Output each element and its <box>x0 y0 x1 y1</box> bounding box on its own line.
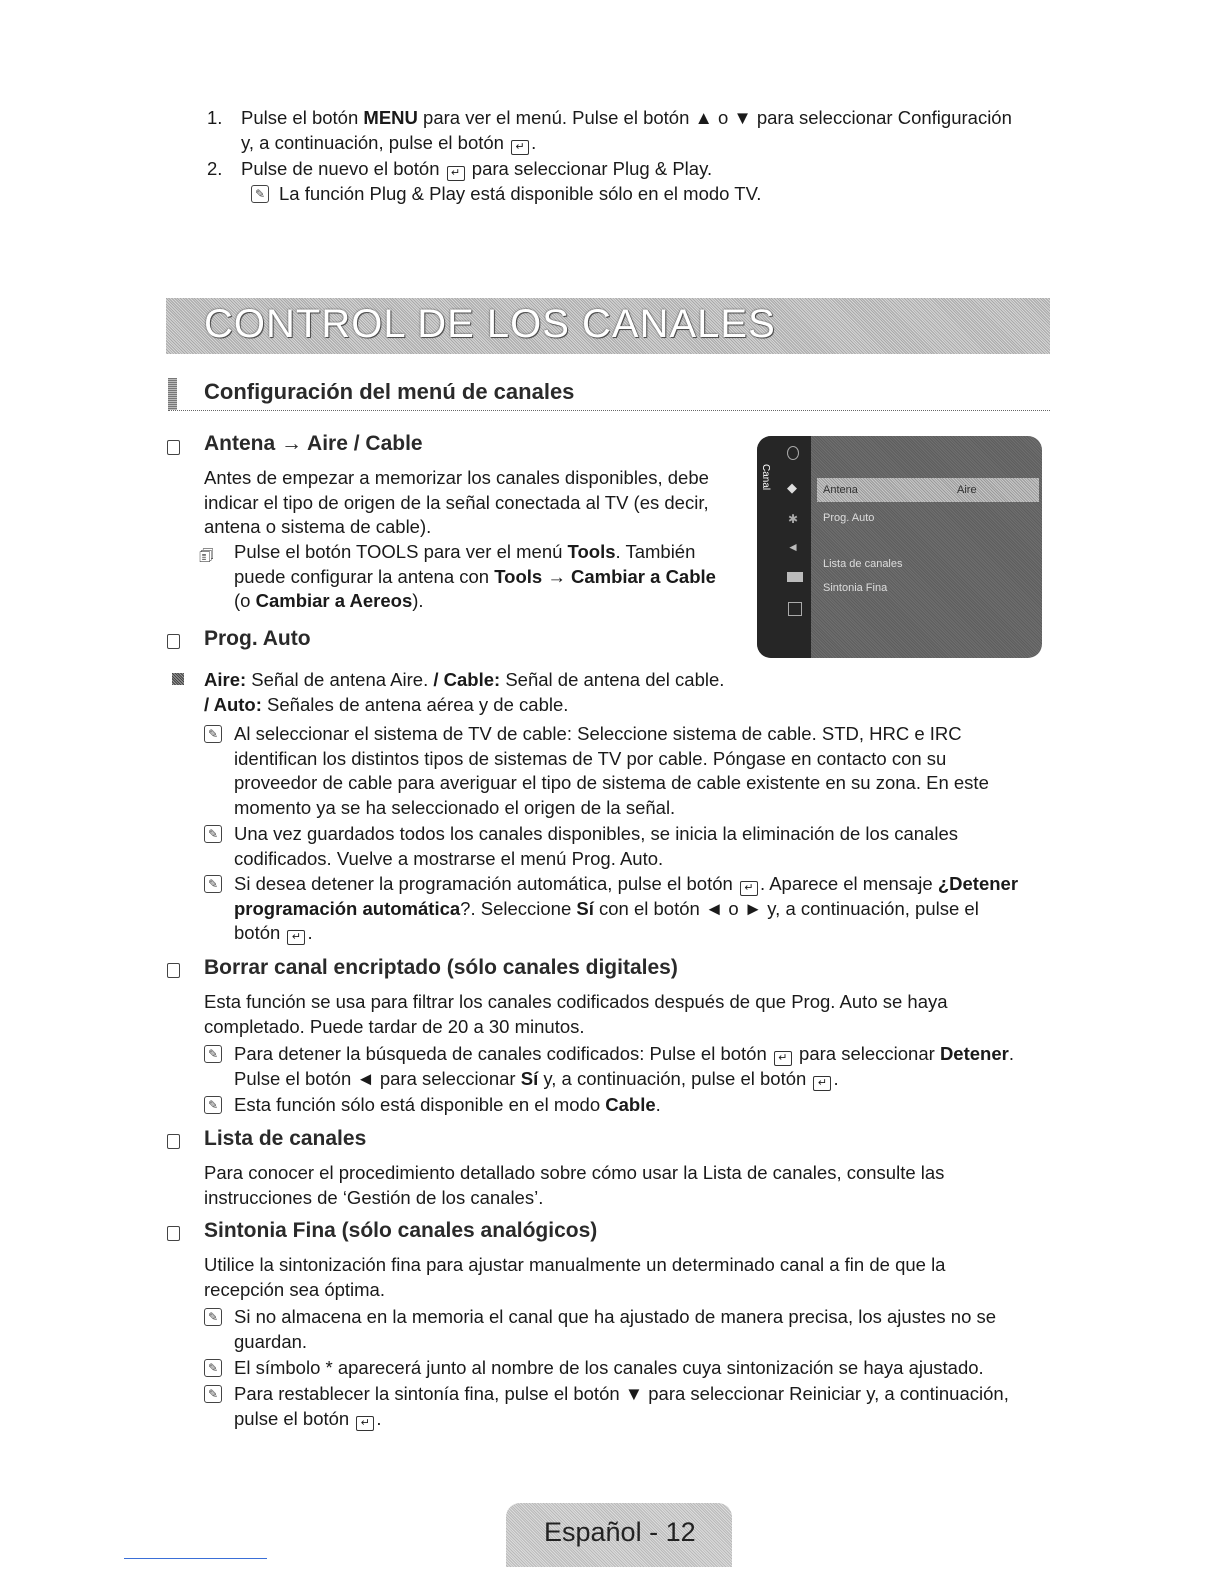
section-title: Configuración del menú de canales <box>204 379 575 404</box>
note-line: El símbolo * aparecerá junto al nombre de los canales cuya sintonización se haya ajustado. <box>234 1357 984 1378</box>
tv-menu-side-label: Canal <box>760 464 771 491</box>
note-line: Al seleccionar el sistema de TV de cable: Seleccione sistema de cable. STD, HRC e IRC <box>234 723 962 744</box>
sintonia-note-2 <box>204 1356 1084 1381</box>
tools-text: Pulse el botón TOOLS para ver el menú <box>234 541 568 562</box>
note-text: Pulse el botón ◄ para seleccionar <box>234 1067 521 1089</box>
tools-path: Tools → Cambiar a Cable <box>494 565 716 587</box>
enter-icon <box>813 1076 831 1091</box>
sintonia-body <box>204 1253 945 1302</box>
antena-tools-note <box>234 540 716 614</box>
enter-icon <box>356 1416 374 1431</box>
prog-note-3: ✎ Si desea detener la programación automática, pulse el botón ↵ . Aparece el mensaje ¿Detener programación automática?. Seleccione Sí con el botón ◄ o ► y, a continuación, pulse el botón ↵ . <box>204 872 1084 946</box>
cable-label: / Cable: <box>433 669 501 690</box>
banner-title: CONTROL DE LOS CANALES <box>204 302 776 346</box>
note-text: botón <box>234 922 281 943</box>
sintonia-line: Utilice la sintonización fina para ajustar manualmente un determinado canal a fin de que la <box>204 1254 946 1275</box>
tv-menu-sidebar-icon: ◄ <box>787 540 799 554</box>
note-icon: ✎ <box>204 725 222 743</box>
antena-line: antena o sistema de cable). <box>204 516 432 537</box>
antena-body <box>204 466 709 540</box>
note-text: y, a continuación, pulse el botón <box>538 1067 807 1089</box>
note-line: Para restablecer la sintonía fina, pulse el botón ▼ para seleccionar Reiniciar y, a continuación, <box>234 1383 1009 1404</box>
intro-steps: 1. Pulse el botón MENU para ver el menú. Pulse el botón ▲ o ▼ para seleccionar Configuración y, a continuación, pulse el botón ↵ . 2. Pulse de nuevo el botón ↵ para seleccionar Plug & Play. ✎ La función Plug & Play está disponible sólo en el modo TV. <box>207 106 1047 206</box>
note-line: Si no almacena en la memoria el canal que ha ajustado de manera precisa, los ajustes no se <box>234 1306 997 1327</box>
note-line: guardan. <box>234 1330 308 1352</box>
lista-line: Para conocer el procedimiento detallado sobre cómo usar la Lista de canales, consulte las <box>204 1162 945 1183</box>
enter-icon <box>740 881 758 896</box>
enter-icon <box>287 930 305 945</box>
note-icon: ✎ <box>204 1385 222 1403</box>
note-bold: ¿Detener <box>937 873 1019 894</box>
note-icon: ✎ <box>204 1359 222 1377</box>
tv-menu-sidebar-icon: ✱ <box>788 512 799 526</box>
auto-label: / Auto: <box>204 693 262 715</box>
note-line: codificados. Vuelve a mostrarse el menú Prog. Auto. <box>234 847 664 869</box>
step-number: 2. <box>207 158 223 179</box>
tv-menu-sidebar-icon <box>788 602 802 616</box>
borrar-note-1: ✎ Para detener la búsqueda de canales codificados: Pulse el botón ↵ para seleccionar Detener. Pulse el botón ◄ para seleccionar Sí y, a continuación, pulse el botón ↵ . <box>204 1042 1084 1091</box>
note-icon: ✎ <box>204 825 222 843</box>
tv-menu-item-antena: Antena <box>823 484 858 496</box>
step1-text-b: para ver el menú. Pulse el botón ▲ o ▼ para seleccionar Configuración <box>417 107 1012 128</box>
aire-text: Señal de antena Aire. <box>246 669 434 690</box>
page-number: Español - 12 <box>544 1517 696 1547</box>
tools-text-c: . También <box>615 541 696 562</box>
section-rule <box>168 410 1050 411</box>
note-bold: programación automática <box>234 897 461 919</box>
tv-menu-sidebar-icon: ◆ <box>787 480 797 495</box>
tv-menu-sidebar-icon <box>787 446 799 460</box>
tools-icon: 🗊 <box>199 548 214 565</box>
footer-rule <box>124 1558 267 1559</box>
note-text: para seleccionar <box>799 1043 940 1064</box>
note-icon: ✎ <box>204 1096 222 1114</box>
step1-text-c: y, a continuación, pulse el botón <box>241 131 504 153</box>
note-text: Para detener la búsqueda de canales codificados: Pulse el botón <box>234 1043 767 1064</box>
tv-menu-item-value: Aire <box>957 484 977 496</box>
tools-text-d: puede configurar la antena con <box>234 565 495 587</box>
enter-icon <box>511 140 529 155</box>
step1-text: Pulse el botón <box>241 107 364 128</box>
cable-text: Señal de antena del cable. <box>500 669 725 690</box>
tools-label: Tools <box>567 541 616 562</box>
tv-menu-screenshot <box>757 436 1042 658</box>
tools-text-h: ). <box>412 590 424 611</box>
menu-label: MENU <box>363 107 418 128</box>
note-line: proveedor de cable para averiguar el tipo de sistema de cable existente en su zona. En este <box>234 772 989 793</box>
prog-auto-heading: Prog. Auto <box>204 627 311 650</box>
note-icon: ✎ <box>204 875 222 893</box>
note-text: pulse el botón <box>234 1407 350 1429</box>
tv-menu-sidebar-icon <box>787 572 803 582</box>
tv-menu-item-sintonia: Sintonia Fina <box>823 582 888 594</box>
antena-line: indicar el tipo de origen de la señal conectada al TV (es decir, <box>204 491 709 513</box>
lista-heading: Lista de canales <box>204 1127 367 1150</box>
note-bold: Detener <box>939 1043 1009 1064</box>
antena-heading: Antena → Aire / Cable <box>204 432 423 455</box>
note-line: momento ya se ha seleccionado el origen de la señal. <box>234 796 676 818</box>
checkbox-bullet-icon <box>167 634 180 649</box>
checkbox-bullet-icon <box>167 1134 180 1149</box>
prog-options <box>204 668 724 717</box>
note-icon: ✎ <box>251 185 269 203</box>
auto-text: Señales de antena aérea y de cable. <box>261 693 569 715</box>
antena-line: Antes de empezar a memorizar los canales disponibles, debe <box>204 467 709 488</box>
prog-note-1 <box>204 722 1084 820</box>
checkbox-bullet-icon <box>167 1226 180 1241</box>
borrar-line: completado. Puede tardar de 20 a 30 minutos. <box>204 1015 585 1037</box>
sintonia-line: recepción sea óptima. <box>204 1278 385 1300</box>
sintonia-note-3: ✎ Para restablecer la sintonía fina, pulse el botón ▼ para seleccionar Reiniciar y, a continuación, pulse el botón ↵ . <box>204 1382 1084 1431</box>
prog-note-2 <box>204 822 1084 871</box>
note-bold: Sí <box>576 897 594 919</box>
note-icon: ✎ <box>204 1308 222 1326</box>
checkbox-bullet-icon <box>167 963 180 978</box>
borrar-body <box>204 990 948 1039</box>
option-bullet-icon <box>172 673 184 685</box>
tv-menu-item-lista: Lista de canales <box>823 558 903 570</box>
note-text: ?. Seleccione <box>460 897 577 919</box>
note-line: identifican los distintos tipos de sistemas de TV por cable. Póngase en contacto con su <box>234 747 947 769</box>
note-line: Una vez guardados todos los canales disponibles, se inicia la eliminación de los canales <box>234 823 958 844</box>
tools-option: Cambiar a Aereos <box>255 590 413 611</box>
section-marker <box>168 378 177 410</box>
note-text: Si desea detener la programación automática, pulse el botón <box>234 873 733 894</box>
checkbox-bullet-icon <box>167 440 180 455</box>
note-text: con el botón ◄ o ► y, a continuación, pulse el <box>593 897 979 919</box>
sintonia-note-1 <box>204 1305 1084 1354</box>
note-bold: Sí <box>520 1067 539 1089</box>
tv-menu-item-prog-auto: Prog. Auto <box>823 512 875 524</box>
tv-menu-sidebar <box>757 436 811 658</box>
borrar-heading: Borrar canal encriptado (sólo canales digitales) <box>204 956 678 979</box>
borrar-line: Esta función se usa para filtrar los canales codificados después de que Prog. Auto se haya <box>204 991 948 1012</box>
tools-text-f: (o <box>234 590 256 611</box>
lista-body <box>204 1161 944 1210</box>
aire-label: Aire: <box>204 669 247 690</box>
enter-icon <box>447 166 465 181</box>
enter-icon <box>774 1051 792 1066</box>
step2-text: Pulse de nuevo el botón <box>241 158 440 179</box>
lista-line: instrucciones de ‘Gestión de los canales’. <box>204 1186 544 1208</box>
intro-note: La función Plug & Play está disponible sólo en el modo TV. <box>279 182 762 204</box>
note-bold: Cable <box>605 1094 656 1115</box>
step2-text-b: para seleccionar Plug & Play. <box>471 158 713 179</box>
step-number: 1. <box>207 107 223 128</box>
sintonia-heading: Sintonia Fina (sólo canales analógicos) <box>204 1219 598 1242</box>
borrar-note-2: ✎ Esta función sólo está disponible en el modo Cable. <box>204 1093 1084 1118</box>
note-icon: ✎ <box>204 1045 222 1063</box>
page-footer-tab <box>506 1503 732 1567</box>
note-text: . Aparece el mensaje <box>759 873 938 894</box>
chapter-banner <box>166 298 1050 354</box>
note-text: Esta función sólo está disponible en el modo <box>234 1094 606 1115</box>
